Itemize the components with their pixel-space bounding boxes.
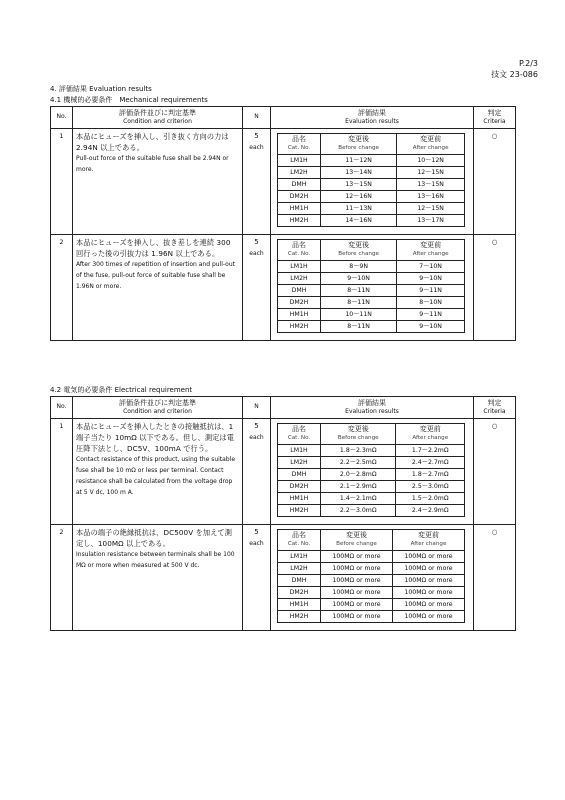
- value-after-change: 14～16N: [321, 215, 397, 227]
- product-name: DM2H: [278, 297, 321, 309]
- value-before-change: 13～17N: [397, 215, 465, 227]
- value-before-change: 1.7～2.2mΩ: [396, 445, 465, 457]
- value-after-change: 12～16N: [321, 191, 397, 203]
- sample-count-cell: [243, 235, 271, 341]
- sample-count: 5: [254, 528, 259, 536]
- value-after-change: 2.2～3.0mΩ: [321, 505, 396, 517]
- value-before-change: 2.4～2.9mΩ: [396, 505, 465, 517]
- header-criteria: 判定 Criteria: [474, 107, 516, 129]
- subheader-ja: 変更後: [346, 531, 367, 539]
- result-row: [278, 191, 465, 203]
- table-header-row: [51, 107, 516, 129]
- value-before-change: 100MΩ or more: [393, 611, 465, 623]
- condition-cell: [73, 235, 243, 341]
- sample-count: 5: [254, 238, 259, 246]
- value-after-change: 13～15N: [321, 179, 397, 191]
- value-before-change: 100MΩ or more: [393, 599, 465, 611]
- value-before-change: 100MΩ or more: [393, 563, 465, 575]
- item-number: 2: [51, 235, 73, 341]
- value-before-change: 12～15N: [397, 203, 465, 215]
- criteria-mark: ○: [474, 129, 516, 235]
- value-after-change: 2.2～2.5mΩ: [321, 457, 396, 469]
- value-before-change: 9～11N: [397, 309, 465, 321]
- result-row: [278, 261, 465, 273]
- product-name: DM2H: [278, 587, 321, 599]
- subheader-ja: 品名: [292, 531, 306, 539]
- subheader-ja: 変更後: [348, 135, 370, 143]
- subtable-header-cell: [278, 240, 321, 261]
- subheader-en: Cat. No.: [287, 145, 311, 151]
- value-before-change: 10～12N: [397, 155, 465, 167]
- evaluation-row: [51, 235, 516, 341]
- value-before-change: 13～15N: [397, 179, 465, 191]
- value-after-change: 100MΩ or more: [321, 563, 393, 575]
- header-n: N: [243, 107, 271, 129]
- results-cell: [271, 525, 474, 631]
- value-after-change: 8～11N: [321, 297, 397, 309]
- section-4-1-title: 4.1 機械的必要条件 Mechanical requirements: [50, 96, 208, 104]
- value-before-change: 2.4～2.7mΩ: [396, 457, 465, 469]
- subheader-ja: 変更後: [347, 425, 369, 433]
- results-cell: [271, 235, 474, 341]
- mechanical-requirements-table: [50, 106, 516, 341]
- product-name: LM2H: [278, 457, 321, 469]
- product-name: LM1H: [278, 551, 321, 563]
- header-n: N: [243, 397, 271, 419]
- product-name: DMH: [278, 285, 321, 297]
- value-after-change: 8～11N: [321, 285, 397, 297]
- subtable-header-cell: [321, 424, 396, 445]
- product-name: HM1H: [278, 493, 321, 505]
- result-row: [278, 155, 465, 167]
- results-cell: [271, 129, 474, 235]
- subheader-en: Before change: [336, 541, 377, 547]
- value-before-change: 100MΩ or more: [393, 575, 465, 587]
- condition-ja: 本品にヒューズを挿入し、引き抜く方向の力は 2.94N 以上である。: [76, 132, 229, 152]
- subheader-ja: 変更後: [348, 241, 370, 249]
- result-row: [278, 611, 465, 623]
- electrical-requirements-table: [50, 396, 516, 631]
- subtable-header-cell: [278, 530, 321, 551]
- value-before-change: 2.5～3.0mΩ: [396, 481, 465, 493]
- item-number: 1: [51, 419, 73, 525]
- value-after-change: 1.8～2.3mΩ: [321, 445, 396, 457]
- results-cell: [271, 419, 474, 525]
- page-number: P.2/3: [519, 59, 538, 68]
- product-name: DM2H: [278, 191, 321, 203]
- condition-en: Contact resistance of this product, using the suitable fuse shall be 10 mΩ or less per terminal. Contact resistance shall be calculated from the voltage drop at 5 V dc, 100 m A.: [76, 456, 236, 496]
- subheader-ja: 変更前: [420, 135, 442, 143]
- condition-ja: 本品にヒューズを挿入したときの接触抵抗は、1 端子当たり 10mΩ 以下である。但し、測定は電圧降下法とし、DC5V、100mA で行う。: [76, 422, 234, 453]
- subtable-header-cell: [397, 240, 465, 261]
- result-row: [278, 203, 465, 215]
- value-before-change: 8～10N: [397, 297, 465, 309]
- result-row: [278, 493, 465, 505]
- subtable-header: [278, 424, 465, 445]
- value-after-change: 100MΩ or more: [321, 551, 393, 563]
- product-name: LM1H: [278, 155, 321, 167]
- results-subtable: [277, 529, 465, 623]
- section-4-title: 4. 評価結果 Evaluation results: [50, 85, 152, 93]
- result-row: [278, 273, 465, 285]
- result-row: [278, 285, 465, 297]
- results-subtable: [277, 423, 465, 517]
- sample-unit: each: [249, 434, 264, 441]
- subtable-header-cell: [397, 134, 465, 155]
- sample-count-cell: [243, 129, 271, 235]
- subheader-en: Before change: [338, 145, 379, 151]
- result-row: [278, 469, 465, 481]
- result-row: [278, 179, 465, 191]
- subheader-ja: 変更前: [420, 241, 442, 249]
- results-subtable: [277, 239, 465, 333]
- value-after-change: 100MΩ or more: [321, 575, 393, 587]
- value-after-change: 100MΩ or more: [321, 611, 393, 623]
- result-row: [278, 481, 465, 493]
- result-row: [278, 587, 465, 599]
- header-no: No.: [51, 107, 73, 129]
- value-before-change: 100MΩ or more: [393, 551, 465, 563]
- value-before-change: 1.5～2.0mΩ: [396, 493, 465, 505]
- sample-count: 5: [254, 422, 259, 430]
- value-before-change: 7～10N: [397, 261, 465, 273]
- result-row: [278, 575, 465, 587]
- condition-cell: [73, 129, 243, 235]
- sample-unit: each: [249, 144, 264, 151]
- subheader-en: After change: [410, 541, 447, 547]
- product-name: DMH: [278, 469, 321, 481]
- header-criteria: 判定 Criteria: [474, 397, 516, 419]
- header-results: 評価結果 Evaluation results: [271, 107, 474, 129]
- header-condition: 評価条件並びに判定基準 Condition and criterion: [73, 107, 243, 129]
- result-row: [278, 321, 465, 333]
- product-name: LM1H: [278, 445, 321, 457]
- subtable-header-cell: [321, 134, 397, 155]
- product-name: DM2H: [278, 481, 321, 493]
- subtable-header-cell: [278, 424, 321, 445]
- product-name: HM1H: [278, 309, 321, 321]
- subheader-en: After change: [412, 251, 449, 257]
- header-no: No.: [51, 397, 73, 419]
- product-name: DMH: [278, 575, 321, 587]
- header-results: 評価結果 Evaluation results: [271, 397, 474, 419]
- value-after-change: 2.1～2.9mΩ: [321, 481, 396, 493]
- condition-en: After 300 times of repetition of insertion and pull-out of the fuse, pull-out force of suitable fuse shall be 1.96N or more.: [76, 261, 235, 290]
- subtable-header-cell: [278, 134, 321, 155]
- value-after-change: 100MΩ or more: [321, 599, 393, 611]
- subheader-en: Cat. No.: [287, 541, 311, 547]
- sample-count: 5: [254, 132, 259, 140]
- sample-count-cell: [243, 525, 271, 631]
- subheader-ja: 変更前: [419, 425, 441, 433]
- condition-ja: 本品の端子の絶縁抵抗は、DC500V を加えて測定し、100MΩ 以上である。: [76, 528, 233, 548]
- result-row: [278, 309, 465, 321]
- value-after-change: 8～9N: [321, 261, 397, 273]
- product-name: HM1H: [278, 203, 321, 215]
- condition-cell: [73, 525, 243, 631]
- product-name: HM2H: [278, 321, 321, 333]
- subheader-en: Before change: [338, 251, 379, 257]
- subheader-en: After change: [412, 435, 449, 441]
- condition-en: Insulation resistance between terminals shall be 100 MΩ or more when measured at 500 V dc.: [76, 551, 235, 569]
- subtable-header-cell: [393, 530, 465, 551]
- value-after-change: 11～12N: [321, 155, 397, 167]
- value-after-change: 2.0～2.8mΩ: [321, 469, 396, 481]
- value-before-change: 13～16N: [397, 191, 465, 203]
- header-condition: 評価条件並びに判定基準 Condition and criterion: [73, 397, 243, 419]
- result-row: [278, 297, 465, 309]
- value-after-change: 10～11N: [321, 309, 397, 321]
- result-row: [278, 563, 465, 575]
- subheader-ja: 変更前: [418, 531, 439, 539]
- evaluation-row: [51, 525, 516, 631]
- product-name: LM1H: [278, 261, 321, 273]
- value-after-change: 1.4～2.1mΩ: [321, 493, 396, 505]
- sample-count-cell: [243, 419, 271, 525]
- results-subtable: [277, 133, 465, 227]
- subheader-en: After change: [412, 145, 449, 151]
- criteria-mark: ○: [474, 235, 516, 341]
- value-before-change: 12～15N: [397, 167, 465, 179]
- result-row: [278, 457, 465, 469]
- condition-cell: [73, 419, 243, 525]
- subheader-en: Before change: [337, 435, 379, 441]
- product-name: HM2H: [278, 611, 321, 623]
- criteria-mark: ○: [474, 525, 516, 631]
- subheader-en: Cat. No.: [287, 251, 311, 257]
- page-header: [491, 58, 538, 80]
- subheader-ja: 品名: [292, 241, 306, 249]
- result-row: [278, 599, 465, 611]
- criteria-mark: ○: [474, 419, 516, 525]
- evaluation-row: [51, 129, 516, 235]
- value-after-change: 13～14N: [321, 167, 397, 179]
- item-number: 2: [51, 525, 73, 631]
- product-name: DMH: [278, 179, 321, 191]
- document-number: 技文 23-086: [491, 70, 538, 79]
- value-after-change: 8～11N: [321, 321, 397, 333]
- value-before-change: 9～10N: [397, 273, 465, 285]
- table-header-row: [51, 397, 516, 419]
- value-after-change: 100MΩ or more: [321, 587, 393, 599]
- value-before-change: 1.8～2.7mΩ: [396, 469, 465, 481]
- value-before-change: 9～11N: [397, 285, 465, 297]
- subtable-header: [278, 530, 465, 551]
- sample-unit: each: [249, 250, 264, 257]
- condition-ja: 本品にヒューズを挿入し、抜き差しを連続 300 回行った後の引抜力は 1.96N 以上である。: [76, 238, 231, 258]
- subtable-header-cell: [321, 240, 397, 261]
- subheader-ja: 品名: [292, 425, 306, 433]
- section-4-2-title: 4.2 電気的必要条件 Electrical requirement: [50, 386, 193, 394]
- result-row: [278, 505, 465, 517]
- subheader-ja: 品名: [292, 135, 306, 143]
- subtable-header-cell: [321, 530, 393, 551]
- subheader-en: Cat. No.: [287, 435, 311, 441]
- product-name: HM2H: [278, 215, 321, 227]
- result-row: [278, 551, 465, 563]
- evaluation-row: [51, 419, 516, 525]
- product-name: LM2H: [278, 167, 321, 179]
- value-after-change: 11～13N: [321, 203, 397, 215]
- product-name: HM2H: [278, 505, 321, 517]
- result-row: [278, 445, 465, 457]
- product-name: LM2H: [278, 563, 321, 575]
- value-before-change: 100MΩ or more: [393, 587, 465, 599]
- value-before-change: 9～10N: [397, 321, 465, 333]
- result-row: [278, 215, 465, 227]
- product-name: LM2H: [278, 273, 321, 285]
- condition-en: Pull-out force of the suitable fuse shall be 2.94N or more.: [76, 155, 229, 173]
- value-after-change: 9～10N: [321, 273, 397, 285]
- subtable-header: [278, 134, 465, 155]
- item-number: 1: [51, 129, 73, 235]
- product-name: HM1H: [278, 599, 321, 611]
- subtable-header-cell: [396, 424, 465, 445]
- sample-unit: each: [249, 540, 264, 547]
- result-row: [278, 167, 465, 179]
- subtable-header: [278, 240, 465, 261]
